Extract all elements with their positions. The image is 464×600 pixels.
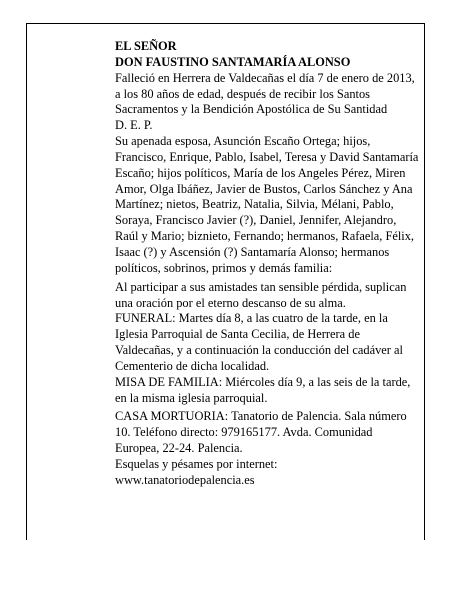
notice-title: EL SEÑOR xyxy=(115,39,177,53)
funeral-details: FUNERAL: Martes día 8, a las cuatro de la tarde, en la Iglesia Parroquial de Santa Cecilia, de Herrera de Valdecañas, y a continuación la conducción del cadáver al Cementerio de dicha localidad. xyxy=(115,311,403,373)
family-mass-details: MISA DE FAMILIA: Miércoles día 9, a las seis de la tarde, en la misma iglesia parroquial. xyxy=(115,374,411,405)
funeral-home-details: CASA MORTUORIA: Tanatorio de Palencia. Sala número 10. Teléfono directo: 979165177. Avda. Comunidad Europea, 22-24. Palencia. xyxy=(115,409,407,456)
notice-content xyxy=(115,39,419,489)
family-list: Su apenada esposa, Asunción Escaño Ortega; hijos, Francisco, Enrique, Pablo, Isabel, Teresa y David Santamaría Escaño; hijos políticos, María de los Angeles Pérez, Miren Amor, Olga Ibáñez, Javier de Bustos, Carlos Sánchez y Ana Martínez; nietos, Beatriz, Natalia, Silvia, Mélani, Pablo, Soraya, Francisco Javier (?), Daniel, Jennifer, Alejandro, Raúl y Mario; biznieto, Fernando; hermanos, Rafaela, Félix, Isaac (?) y Ascensión (?) Santamaría Alonso; hermanos políticos, sobrinos, primos y demás familia: xyxy=(115,134,419,275)
rest-in-peace: D. E. P. xyxy=(115,118,153,133)
deceased-name: DON FAUSTINO SANTAMARÍA ALONSO xyxy=(115,54,351,69)
funeral-home-website: www.tanatoriodepalencia.es xyxy=(115,472,255,487)
prayer-request: Al participar a sus amistades tan sensible pérdida, suplican una oración por el eterno descanso de su alma. xyxy=(115,279,407,310)
obituary-notice xyxy=(26,23,425,540)
online-condolences-label: Esquelas y pésames por internet: xyxy=(115,456,278,471)
death-announcement: Falleció en Herrera de Valdecañas el día 7 de enero de 2013, a los 80 años de edad, después de recibir los Santos Sacramentos y la Bendición Apostólica de Su Santidad xyxy=(115,70,415,117)
